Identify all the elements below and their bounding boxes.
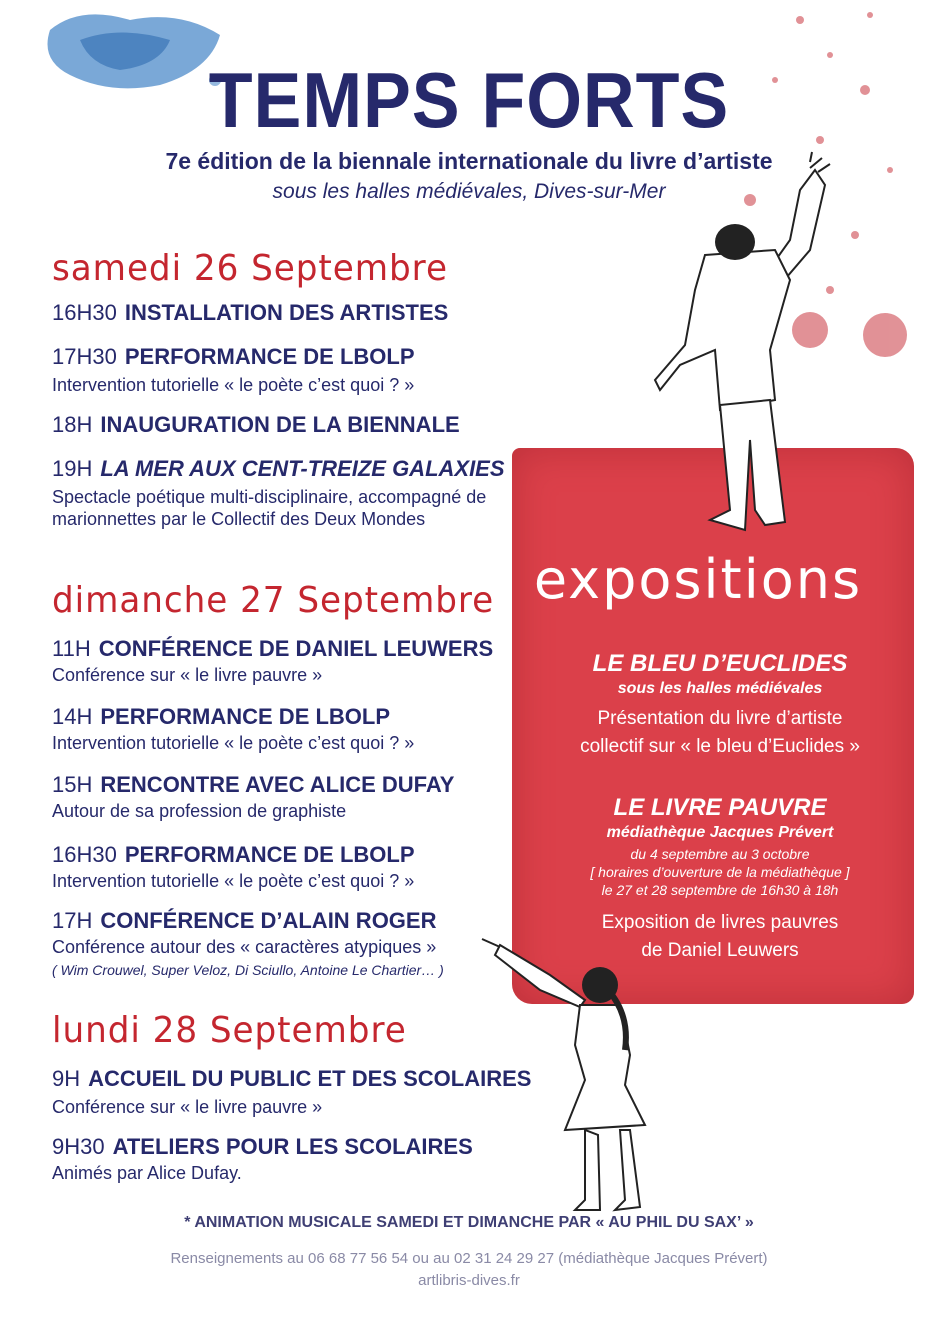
event-description: Autour de sa profession de graphiste (52, 801, 347, 821)
event-time: 18H (52, 412, 93, 437)
expo-line: de Daniel Leuwers (641, 940, 799, 961)
event-row (52, 456, 505, 482)
event-description: Conférence sur « le livre pauvre » (52, 1097, 323, 1117)
event-name: INAUGURATION DE LA BIENNALE (100, 412, 460, 437)
event-time: 16H30 (52, 300, 117, 325)
expo-place: médiathèque Jacques Prévert (606, 824, 834, 841)
music-note: * ANIMATION MUSICALE SAMEDI ET DIMANCHE PAR « AU PHIL DU SAX’ » (184, 1214, 754, 1231)
event-time: 11H (52, 636, 91, 661)
event-name: ACCUEIL DU PUBLIC ET DES SCOLAIRES (88, 1066, 532, 1091)
event-description: Intervention tutorielle « le poète c’est quoi ? » (52, 375, 415, 395)
day-heading-sunday: dimanche 27 Septembre (52, 580, 495, 621)
expo-line: Exposition de livres pauvres (601, 912, 839, 933)
event-time: 17H (52, 908, 93, 933)
event-time: 17H30 (52, 344, 117, 369)
page-subtitle: 7e édition de la biennale internationale du livre d’artiste (165, 148, 773, 174)
expo-name: LE BLEU D’EUCLIDES (592, 650, 848, 677)
expo-date: [ horaires d’ouverture de la médiathèque ] (590, 864, 850, 880)
man-drawing-illustration (650, 150, 850, 540)
day-heading-monday: lundi 28 Septembre (52, 1010, 407, 1051)
event-description: Spectacle poétique multi-disciplinaire, accompagné de marionnettes par le Collectif des Deux Mondes (52, 487, 487, 529)
event-description: Conférence sur « le livre pauvre » (52, 665, 323, 685)
event-name: PERFORMANCE DE LBOLP (100, 704, 391, 729)
event-description: Animés par Alice Dufay. (52, 1163, 242, 1183)
event-row (52, 1134, 473, 1160)
event-name: CONFÉRENCE DE DANIEL LEUWERS (98, 636, 494, 661)
event-name: PERFORMANCE DE LBOLP (124, 344, 415, 369)
expo-name: LE LIVRE PAUVRE (613, 794, 827, 821)
expo-date: le 27 et 28 septembre de 16h30 à 18h (601, 882, 839, 898)
event-time: 19H (52, 456, 93, 481)
event-time: 15H (52, 772, 93, 797)
event-name: CONFÉRENCE D’ALAIN ROGER (100, 908, 437, 933)
event-row (52, 704, 390, 730)
expo-place: sous les halles médiévales (617, 680, 823, 697)
event-name: PERFORMANCE DE LBOLP (124, 842, 415, 867)
event-description: Intervention tutorielle « le poète c’est quoi ? » (52, 733, 415, 753)
expo-date: du 4 septembre au 3 octobre (630, 846, 810, 862)
expo-line: Présentation du livre d’artiste (597, 708, 843, 729)
event-time: 9H (52, 1066, 81, 1091)
event-row (52, 300, 448, 326)
contact-info: Renseignements au 06 68 77 56 54 ou au 02 31 24 29 27 (médiathèque Jacques Prévert) (170, 1250, 768, 1267)
event-row (52, 842, 415, 868)
event-row (52, 412, 460, 438)
event-name: LA MER AUX CENT-TREIZE GALAXIES (100, 456, 505, 481)
event-description: Conférence autour des « caractères atypiques » (52, 937, 437, 957)
event-row (52, 908, 436, 934)
event-row (52, 1066, 531, 1092)
page-location: sous les halles médiévales, Dives-sur-Mer (272, 180, 666, 203)
event-name: RENCONTRE AVEC ALICE DUFAY (100, 772, 455, 797)
event-row (52, 772, 454, 798)
event-name: ATELIERS POUR LES SCOLAIRES (112, 1134, 473, 1159)
event-name: INSTALLATION DES ARTISTES (124, 300, 449, 325)
event-row (52, 344, 415, 370)
event-time: 9H30 (52, 1134, 105, 1159)
website-link[interactable]: artlibris-dives.fr (418, 1272, 520, 1289)
event-time: 14H (52, 704, 93, 729)
event-note: ( Wim Crouwel, Super Veloz, Di Sciullo, Antoine Le Chartier… ) (52, 962, 444, 978)
page-title: TEMPS FORTS (208, 56, 730, 144)
expo-line: collectif sur « le bleu d’Euclides » (580, 736, 860, 757)
event-time: 16H30 (52, 842, 117, 867)
day-heading-saturday: samedi 26 Septembre (52, 248, 448, 289)
expositions-heading: expositions (533, 548, 863, 611)
event-row (52, 636, 493, 662)
event-description: Intervention tutorielle « le poète c’est quoi ? » (52, 871, 415, 891)
